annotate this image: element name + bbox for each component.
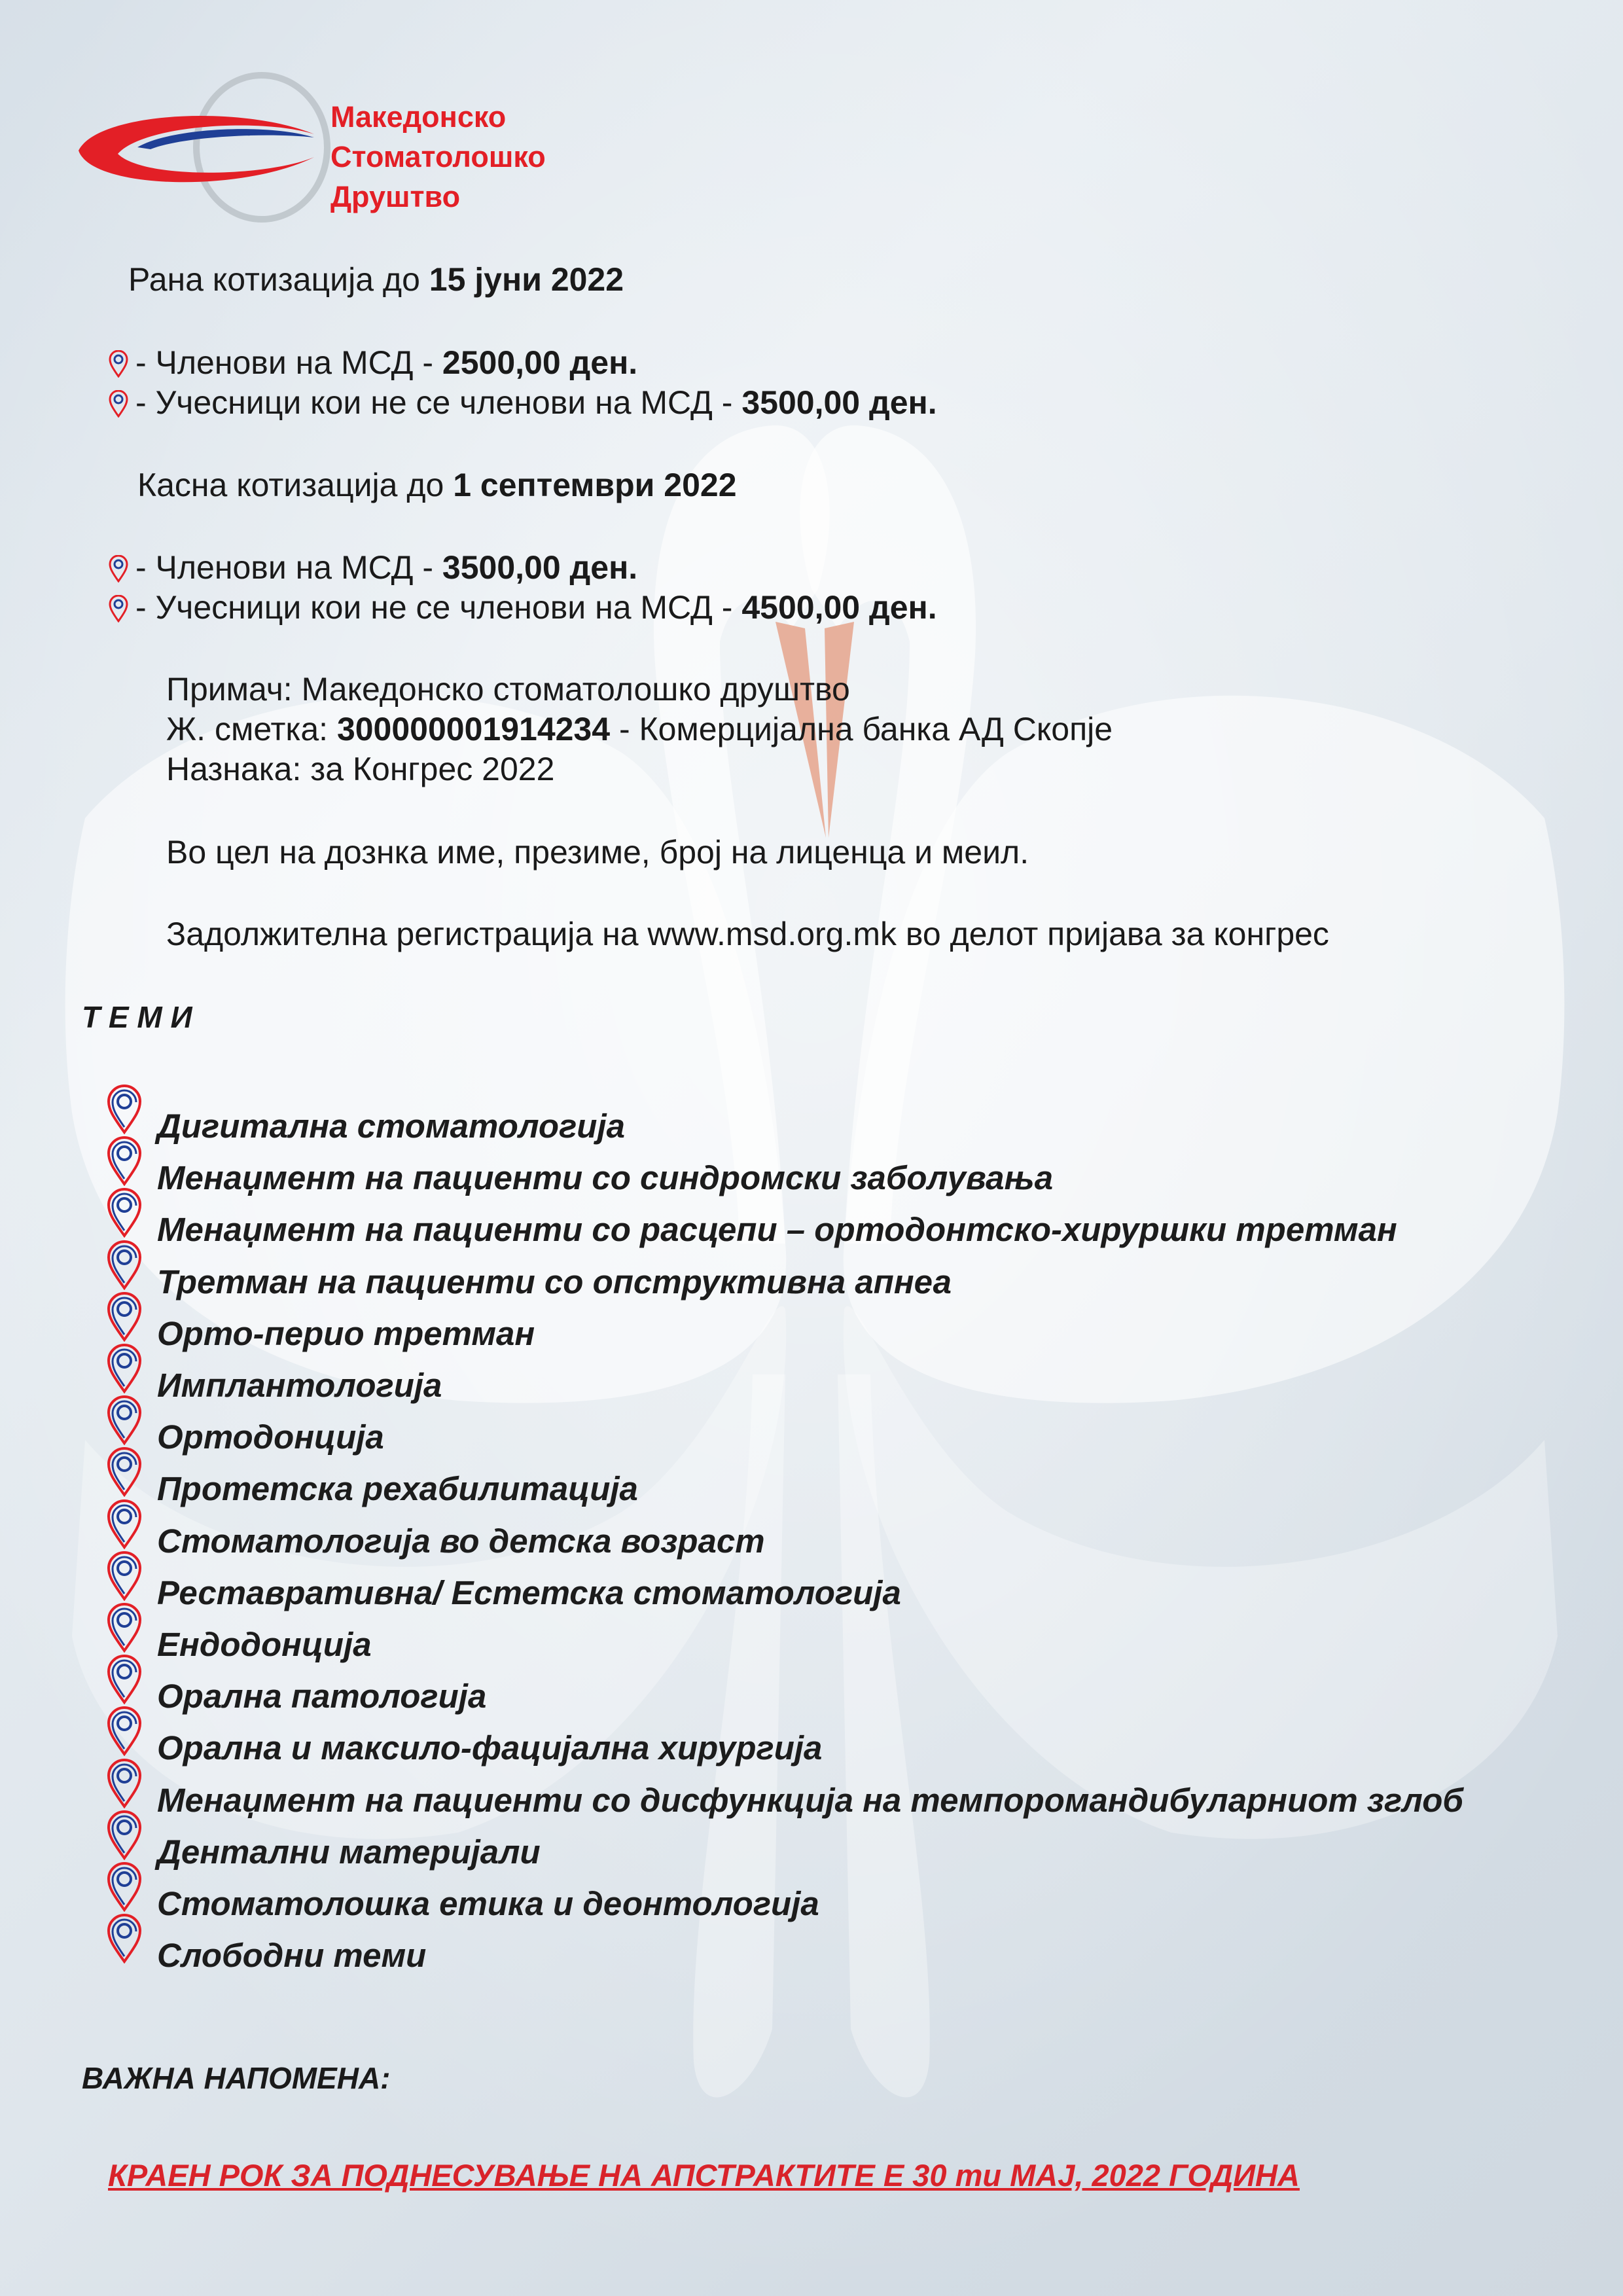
topics-heading: Т Е М И [82, 1000, 192, 1034]
fee-text: - Членови на МСД - [135, 549, 442, 586]
late-registration-heading [137, 466, 737, 504]
early-label: Рана котизација до [128, 261, 420, 298]
topic-item [157, 1210, 1397, 1249]
topic-label: Менаџмент на пациенти со дисфункција на темпоромандибуларниот зглоб [157, 1781, 1463, 1819]
location-pin-icon [106, 1136, 143, 1186]
logo-line-1: Македонско [330, 100, 507, 134]
topic-item [157, 1573, 901, 1612]
account-bank: - Комерцијална банка АД Скопје [610, 711, 1113, 747]
topic-label: Орална патологија [157, 1677, 487, 1715]
topic-label: Стоматологија во детска возраст [157, 1522, 765, 1560]
account-label: Ж. сметка: [166, 711, 337, 747]
topic-item [157, 1263, 952, 1301]
topic-item [157, 1884, 819, 1923]
topic-label: Дентални материјали [157, 1833, 541, 1871]
location-pin-icon [106, 1447, 143, 1497]
topic-label: Менаџмент на пациенти со синдромски заболувања [157, 1159, 1054, 1197]
logo-line-3: Друштво [330, 180, 461, 213]
location-pin-icon [106, 1395, 143, 1445]
topic-item [157, 1366, 442, 1405]
registration-note: Задолжителна регистрација на www.msd.org.mk во делот пријава за конгрес [166, 916, 1329, 952]
late-fee-members [108, 548, 637, 586]
abstract-deadline: КРАЕН РОК ЗА ПОДНЕСУВАЊЕ НА АПСТРАКТИТЕ Е 30 ти МАЈ, 2022 ГОДИНА [108, 2158, 1300, 2193]
location-pin-icon [106, 1914, 143, 1964]
fee-price: 3500,00 ден. [442, 549, 638, 586]
location-pin-icon [106, 1499, 143, 1549]
logo-line-2: Стоматолошко [330, 140, 546, 173]
location-pin-icon [106, 1240, 143, 1290]
location-pin-icon [106, 1759, 143, 1808]
early-date: 15 јуни 2022 [429, 261, 624, 298]
fee-price: 4500,00 ден. [741, 589, 937, 626]
topic-item [157, 1833, 541, 1871]
location-pin-icon [106, 1862, 143, 1912]
topic-item [157, 1677, 486, 1715]
payment-note: Во цел на дознка име, презиме, број на лиценца и меил. [166, 834, 1029, 870]
topic-label: Реставративна/ Естетска стоматологија [157, 1573, 901, 1611]
location-pin-icon [108, 350, 129, 378]
fee-price: 2500,00 ден. [442, 344, 638, 381]
location-pin-icon [108, 390, 129, 418]
important-heading: ВАЖНА НАПОМЕНА: [82, 2061, 391, 2095]
topic-item [157, 1625, 372, 1664]
topic-label: Орто-перио третман [157, 1314, 535, 1352]
early-registration-heading [128, 260, 624, 298]
topic-item [157, 1729, 822, 1767]
topic-label: Дигитална стоматологија [157, 1107, 625, 1145]
topic-label: Ендодонција [157, 1626, 372, 1663]
early-fee-nonmembers [108, 384, 937, 422]
early-fee-members [108, 344, 637, 382]
fee-text: - Членови на МСД - [135, 344, 442, 381]
location-pin-icon [108, 595, 129, 622]
topic-label: Протетска рехабилитација [157, 1470, 638, 1508]
payment-recipient: Примач: Македонско стоматолошко друштво [166, 671, 850, 708]
payment-purpose: Назнака: за Конгрес 2022 [166, 751, 555, 787]
late-label: Касна котизација до [137, 467, 444, 503]
topic-label: Имплантологија [157, 1367, 442, 1404]
fee-text: - Учесници кои не се членови на МСД - [135, 384, 742, 421]
topic-item [157, 1107, 625, 1145]
location-pin-icon [106, 1188, 143, 1238]
topic-label: Третман на пациенти со опструктивна апнеа [157, 1263, 952, 1300]
location-pin-icon [106, 1810, 143, 1860]
payment-account [166, 710, 1113, 748]
location-pin-icon [106, 1551, 143, 1601]
location-pin-icon [106, 1344, 143, 1393]
topic-item [157, 1469, 638, 1508]
fee-text: - Учесници кои не се членови на МСД - [135, 589, 742, 626]
location-pin-icon [106, 1603, 143, 1653]
location-pin-icon [106, 1085, 143, 1134]
topic-item [157, 1158, 1053, 1197]
topic-label: Орална и максило-фацијална хирургија [157, 1729, 823, 1767]
location-pin-icon [106, 1292, 143, 1342]
topic-label: Ортодонција [157, 1418, 384, 1456]
topic-item [157, 1314, 535, 1353]
logo-text [330, 97, 546, 217]
topic-label: Слободни теми [157, 1937, 427, 1975]
late-fee-nonmembers [108, 588, 937, 626]
account-number: 300000001914234 [336, 711, 611, 747]
late-date: 1 септември 2022 [453, 467, 737, 503]
topic-item [157, 1418, 384, 1456]
topic-item [157, 1781, 1463, 1820]
fee-price: 3500,00 ден. [741, 384, 937, 421]
topic-item [157, 1936, 426, 1975]
topic-label: Менаџмент на пациенти со расцепи – ортодонтско-хируршки третман [157, 1211, 1397, 1249]
topic-label: Стоматолошка етика и деонтологија [157, 1885, 819, 1922]
location-pin-icon [108, 555, 129, 583]
location-pin-icon [106, 1706, 143, 1756]
topic-item [157, 1522, 765, 1560]
location-pin-icon [106, 1655, 143, 1704]
